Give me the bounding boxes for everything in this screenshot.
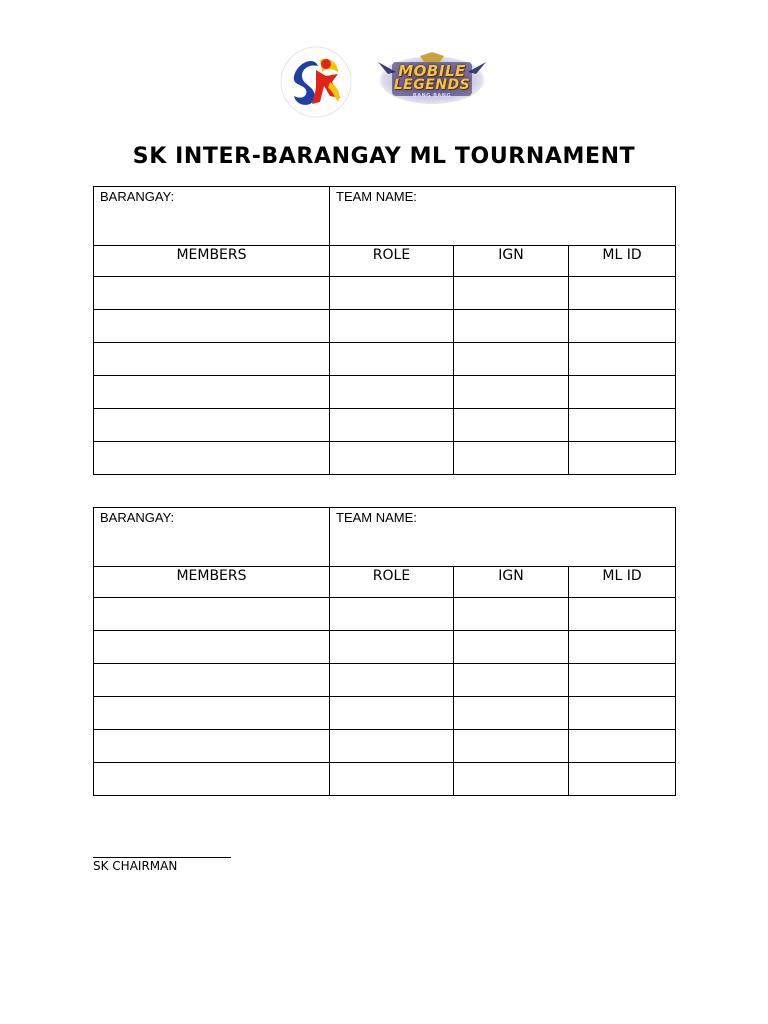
table-row [94, 631, 676, 664]
ml-logo-text-bangbang: BANG BANG [412, 93, 452, 99]
role-cell[interactable] [330, 730, 454, 763]
table-row [94, 376, 676, 409]
member-cell[interactable] [94, 343, 330, 376]
mobile-legends-logo [374, 52, 490, 106]
page-title: SK INTER-BARANGAY ML TOURNAMENT [132, 144, 636, 169]
role-cell[interactable] [330, 697, 454, 730]
role-cell[interactable] [330, 763, 454, 796]
column-header-members: MEMBERS [94, 246, 330, 277]
team-name-label: TEAM NAME: [336, 189, 417, 204]
member-cell[interactable] [94, 409, 330, 442]
column-header-ign: IGN [454, 567, 569, 598]
ign-cell[interactable] [454, 409, 569, 442]
ign-cell[interactable] [454, 277, 569, 310]
signature-line[interactable] [93, 857, 231, 858]
table-row [94, 763, 676, 796]
role-cell[interactable] [330, 376, 454, 409]
table-row [94, 409, 676, 442]
ml-id-cell[interactable] [569, 730, 676, 763]
role-cell[interactable] [330, 631, 454, 664]
column-header-role: ROLE [330, 567, 454, 598]
team-form-1 [93, 186, 676, 475]
ign-cell[interactable] [454, 442, 569, 475]
ign-cell[interactable] [454, 376, 569, 409]
ign-cell[interactable] [454, 310, 569, 343]
member-cell[interactable] [94, 442, 330, 475]
ign-cell[interactable] [454, 343, 569, 376]
barangay-field[interactable] [94, 187, 330, 246]
ml-id-cell[interactable] [569, 343, 676, 376]
member-cell[interactable] [94, 631, 330, 664]
ml-id-cell[interactable] [569, 277, 676, 310]
member-cell[interactable] [94, 310, 330, 343]
column-header-ml-id: ML ID [569, 246, 676, 277]
ml-logo-text-mobile: MOBILE [398, 62, 466, 80]
team-name-label: TEAM NAME: [336, 510, 417, 525]
ml-id-cell[interactable] [569, 310, 676, 343]
column-header-members: MEMBERS [94, 567, 330, 598]
role-cell[interactable] [330, 343, 454, 376]
ml-logo-text-legends: LEGENDS [393, 77, 471, 93]
ign-cell[interactable] [454, 730, 569, 763]
table-row [94, 277, 676, 310]
sk-logo [280, 46, 352, 118]
column-header-ml-id: ML ID [569, 567, 676, 598]
table-row [94, 730, 676, 763]
ml-id-cell[interactable] [569, 697, 676, 730]
ml-id-cell[interactable] [569, 598, 676, 631]
column-header-ign: IGN [454, 246, 569, 277]
member-cell[interactable] [94, 277, 330, 310]
team-form-2 [93, 507, 676, 796]
ign-cell[interactable] [454, 598, 569, 631]
ml-id-cell[interactable] [569, 664, 676, 697]
ml-id-cell[interactable] [569, 376, 676, 409]
table-row [94, 442, 676, 475]
table-row [94, 343, 676, 376]
role-cell[interactable] [330, 664, 454, 697]
signature-label: SK CHAIRMAN [93, 859, 178, 873]
table-row [94, 598, 676, 631]
ml-id-cell[interactable] [569, 442, 676, 475]
barangay-label: BARANGAY: [100, 510, 175, 525]
table-row [94, 697, 676, 730]
ml-id-cell[interactable] [569, 631, 676, 664]
member-cell[interactable] [94, 730, 330, 763]
ign-cell[interactable] [454, 631, 569, 664]
role-cell[interactable] [330, 277, 454, 310]
barangay-field[interactable] [94, 508, 330, 567]
member-cell[interactable] [94, 598, 330, 631]
table-row [94, 310, 676, 343]
role-cell[interactable] [330, 409, 454, 442]
role-cell[interactable] [330, 442, 454, 475]
team-name-field[interactable] [330, 508, 676, 567]
ign-cell[interactable] [454, 763, 569, 796]
column-header-role: ROLE [330, 246, 454, 277]
ml-id-cell[interactable] [569, 409, 676, 442]
ml-id-cell[interactable] [569, 763, 676, 796]
team-name-field[interactable] [330, 187, 676, 246]
member-cell[interactable] [94, 763, 330, 796]
table-row [94, 664, 676, 697]
barangay-label: BARANGAY: [100, 189, 175, 204]
member-cell[interactable] [94, 664, 330, 697]
ign-cell[interactable] [454, 664, 569, 697]
member-cell[interactable] [94, 697, 330, 730]
role-cell[interactable] [330, 598, 454, 631]
member-cell[interactable] [94, 376, 330, 409]
role-cell[interactable] [330, 310, 454, 343]
ign-cell[interactable] [454, 697, 569, 730]
